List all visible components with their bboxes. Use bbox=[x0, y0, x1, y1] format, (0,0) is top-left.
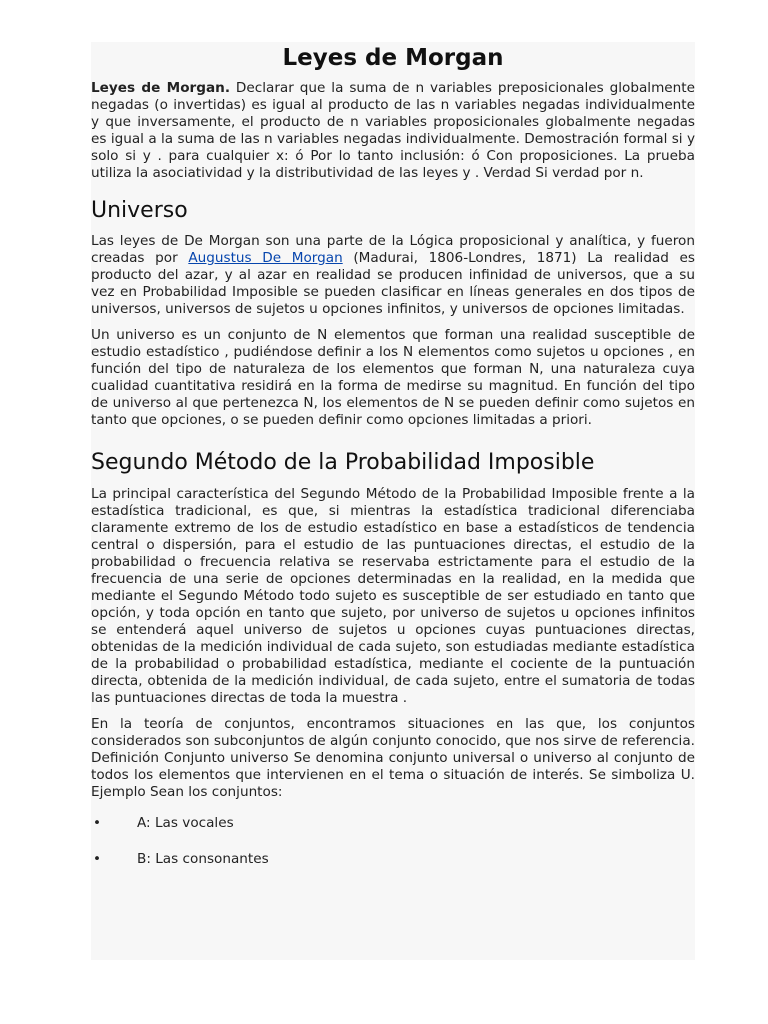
augustus-de-morgan-link[interactable]: Augustus De Morgan bbox=[188, 250, 343, 266]
universo-p1-before: Las leyes de De Morgan son una parte de la Lógica proposicional y analítica, y fueron creadas por bbox=[91, 233, 695, 266]
universo-paragraph-2: Un universo es un conjunto de N elementos que forman una realidad susceptible de estudio estadístico , pudiéndose definir a los N elementos como sujetos u opciones , en función del tipo de naturaleza de los elementos que forman N, una naturaleza cuya cualidad cuantitativa residirá en la forma de medirse su magnitud. En función del tipo de universo al que pertenezca N, los elementos de N se pueden definir como sujetos en tanto que opciones, o se pueden definir como opciones limitadas a priori. bbox=[91, 327, 695, 428]
conjuntos-list bbox=[91, 815, 695, 868]
intro-text: Declarar que la suma de n variables preposicionales globalmente negadas (o invertidas) es igual al producto de las n variables negadas individualmente y que inversamente, el producto de n variables proposicionales globalmente negadas es igual a la suma de las n variables negadas individualmente. Demostración formal si y solo si y . para cualquier x: ó Por lo tanto inclusión: ó Con proposiciones. La prueba utiliza la asociatividad y la distributividad de las leyes y . Verdad Si verdad por n. bbox=[91, 80, 695, 181]
universo-p1-after: (Madurai, 1806-Londres, 1871) La realidad es producto del azar, y al azar en realidad se producen infinidad de universos, que a su vez en Probabilidad Imposible se pueden clasificar en líneas generales en dos tipos de universos, universos de sujetos u opciones infinitos, y universos de opciones limitadas. bbox=[91, 250, 695, 317]
bullet-icon: • bbox=[93, 815, 102, 831]
page-title: Leyes de Morgan bbox=[282, 45, 504, 71]
list-item-label: B: Las consonantes bbox=[137, 851, 269, 867]
segundo-paragraph-1: La principal característica del Segundo Método de la Probabilidad Imposible frente a la estadística tradicional, es que, si mientras la estadística tradicional diferenciaba claramente extremo de los de estudio estadístico en base a estadísticos de tendencia central o dispersión, para el estudio de las puntuaciones directas, el estudio de la probabilidad o frecuencia relativa se reservaba estrictamente para el estudio de la frecuencia de una serie de opciones determinadas en la realidad, en la medida que mediante el Segundo Método todo sujeto es susceptible de ser estudiado en tanto que opción, y toda opción en tanto que sujeto, por universo de sujetos u opciones infinitos se entenderá aquel universo de sujetos u opciones cuyas puntuaciones directas, obtenidas de la medición individual de cada sujeto, son estudiadas mediante estadística de la probabilidad o probabilidad estadística, mediante el cociente de la puntuación directa, obtenida de la medición individual, de cada sujeto, entre el sumatoria de todas las puntuaciones directas de toda la muestra . bbox=[91, 486, 695, 706]
section-heading-universo: Universo bbox=[91, 198, 188, 223]
intro-paragraph bbox=[91, 80, 695, 182]
bullet-icon: • bbox=[93, 851, 102, 867]
list-item-label: A: Las vocales bbox=[137, 815, 234, 831]
intro-lead: Leyes de Morgan. bbox=[91, 80, 230, 96]
segundo-paragraph-2: En la teoría de conjuntos, encontramos situaciones en las que, los conjuntos considerados son subconjuntos de algún conjunto conocido, que nos sirve de referencia. Definición Conjunto universo Se denomina conjunto universal o universo al conjunto de todos los elementos que intervienen en el tema o situación de interés. Se simboliza U. Ejemplo Sean los conjuntos: bbox=[91, 716, 695, 800]
list-item bbox=[91, 851, 695, 868]
universo-paragraph-1 bbox=[91, 233, 695, 318]
section-heading-segundo-metodo: Segundo Método de la Probabilidad Imposible bbox=[91, 450, 595, 475]
document-page bbox=[91, 42, 695, 960]
list-item bbox=[91, 815, 695, 832]
